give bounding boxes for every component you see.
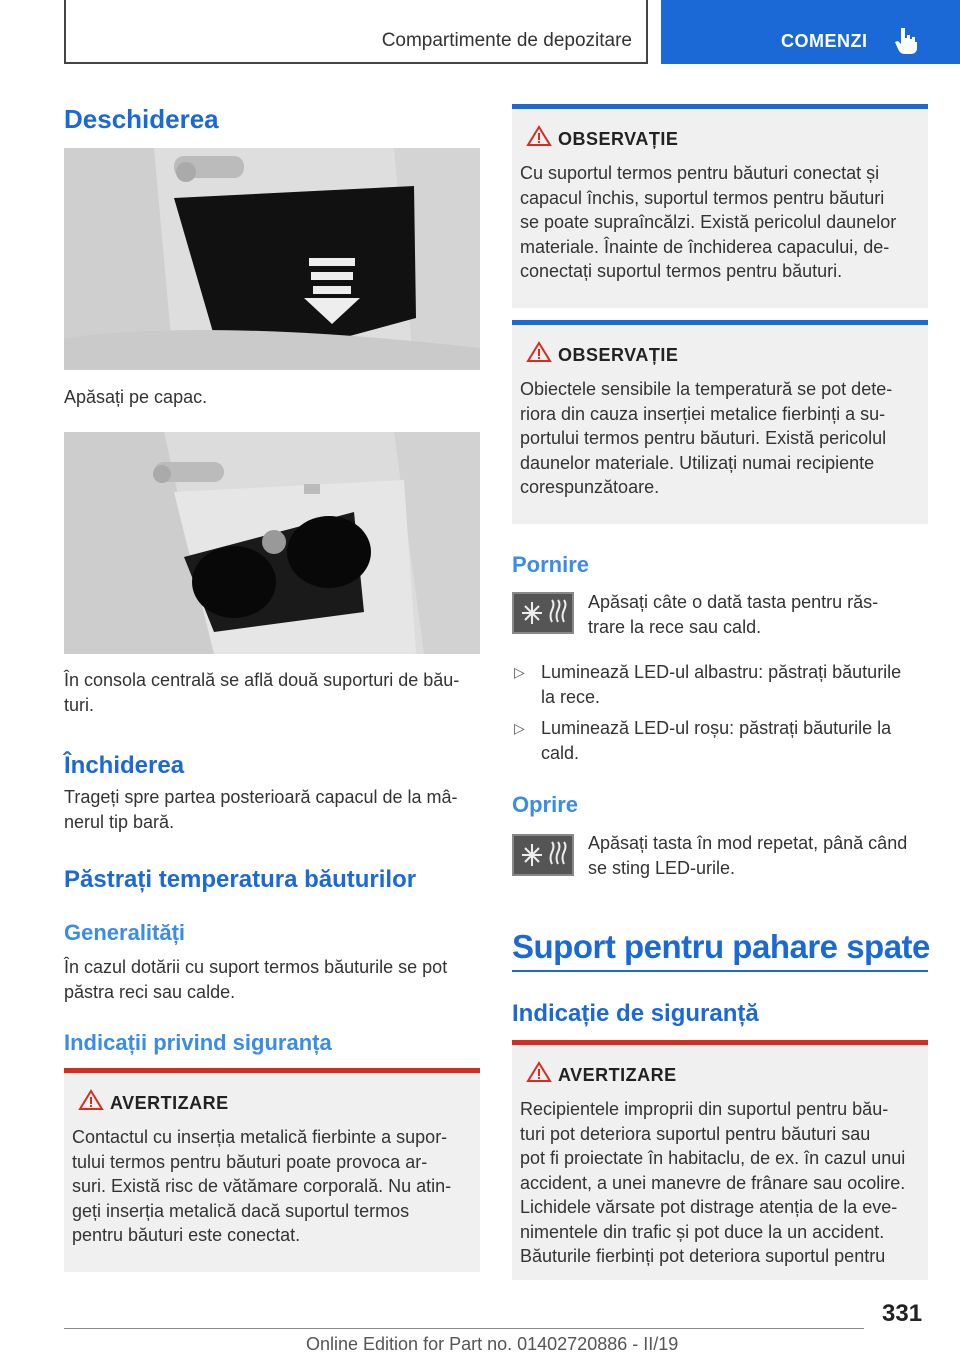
note-body-2 [520,377,922,500]
warning2-line5: Lichidele vărsate pot distrage atenția de la eve- [520,1197,898,1217]
footer-edition: Online Edition for Part no. 01402720886 - II/19 [306,1334,679,1354]
bullet-triangle-icon: ▷ [514,720,525,736]
warning-triangle-icon [526,341,552,363]
note1-line4: materiale. Înainte de închiderea capacului, de- [520,236,890,257]
bullet2-line1: Luminează LED-ul roșu: păstrați băuturile la [541,718,892,738]
cool-heat-button-icon [512,592,574,634]
warning2-line7: Băuturile fierbinți pot deteriora suportul pentru [520,1246,886,1266]
note1-line5: conectați suportul termos pentru băuturi. [520,261,843,281]
note2-line1: Obiectele sensibile la temperatură se pot dete- [520,379,893,399]
text-stop-line1: Apăsați tasta în mod repetat, până când [588,833,908,853]
warning2-line4: accident, a unei manevre de frânare sau ocolire. [520,1172,906,1193]
warning-line3: suri. Există risc de vătămare corporală. Nu atin- [72,1176,452,1196]
note1-line1: Cu suportul termos pentru băuturi conectat și [520,163,880,183]
heading-rear-cupholder: Suport pentru pahare spate [512,928,930,965]
text-start [588,590,878,640]
bullet-triangle-icon: ▷ [514,664,525,680]
heading-safety: Indicații privind siguranța [64,1030,332,1055]
text-stop [588,831,907,881]
note-body-1 [520,161,922,284]
heading-opening: Deschiderea [64,104,219,134]
warning-triangle-icon [526,125,552,147]
bullet1-line1: Luminează LED-ul albastru: păstrați băuturile [541,662,902,682]
note2-line5: corespunzătoare. [520,477,660,497]
cupholders-illustration [64,432,480,654]
heading-keep-temperature: Păstrați temperatura băuturilor [64,866,417,893]
warning-box-hot-insert [64,1068,480,1272]
header-section-title: Compartimente de depozitare [381,30,632,51]
note1-line3: se poate supraîncălzi. Există pericolul daunelor [520,212,897,232]
note-box-sensitive-objects [512,320,928,524]
note-title-2: OBSERVAȚIE [558,345,679,365]
warning-body [72,1125,474,1248]
text-start-line1: Apăsați câte o dată tasta pentru răs- [588,592,879,612]
bullet1-line2: la rece. [541,687,601,707]
heading-closing: Închiderea [64,752,185,779]
caption-console [64,668,459,718]
text-closing-line2: nerul tip bară. [64,812,175,832]
note-box-overheat [512,104,928,308]
text-general-line1: În cazul dotării cu suport termos băuturile se pot [64,957,448,977]
footer-rule [64,1328,864,1329]
note2-line3: portului termos pentru băuturi. Există pericolul [520,428,887,448]
warning-triangle-icon [526,1061,552,1083]
text-start-line2: trare la rece sau cald. [588,617,762,637]
warning-line2: tului termos pentru băuturi poate provoca ar- [72,1151,428,1172]
note-title-1: OBSERVAȚIE [558,129,679,149]
heading-general: Generalități [64,920,186,945]
warning-title: AVERTIZARE [110,1093,229,1113]
warning2-line2: turi pot deteriora suportul pentru băuturi sau [520,1123,871,1144]
text-general [64,955,447,1005]
cool-heat-button-icon [512,834,574,876]
heading-stop: Oprire [512,792,579,817]
warning-line5: pentru băuturi este conectat. [72,1225,301,1245]
caption-console-line2: turi. [64,695,95,715]
warning-title-2: AVERTIZARE [558,1065,677,1085]
heading-rule [512,970,928,972]
warning2-line1: Recipientele improprii din suportul pentru bău- [520,1099,889,1119]
page-number: 331 [882,1300,923,1327]
caption-press-lid: Apăsați pe capac. [64,387,208,407]
note2-line2: riora din cauza inserției metalice fierbinți a su- [520,403,886,424]
bullet2-line2: cald. [541,743,580,763]
warning-triangle-icon [78,1089,104,1111]
warning-box-containers [512,1040,928,1280]
heading-rear-safety: Indicație de siguranță [512,1000,759,1027]
bullet-blue-led [541,660,901,710]
text-closing [64,785,458,835]
warning2-line3: pot fi proiectate în habitaclu, de ex. în cazul unui [520,1148,906,1168]
bullet-red-led [541,716,891,766]
header-section-tab [64,0,648,64]
note2-line4: daunelor materiale. Utilizați numai recipiente [520,452,875,473]
warning-body-2 [520,1097,922,1269]
caption-console-line1: În consola centrală se află două suporturi de bău- [64,670,460,690]
heading-start: Pornire [512,552,590,577]
lid-illustration [64,148,480,370]
header-chapter-title: COMENZI [781,31,868,51]
warning2-line6: nimentele din trafic și pot duce la un accident. [520,1221,885,1242]
hand-pointer-icon [893,26,919,56]
text-general-line2: păstra reci sau calde. [64,982,236,1002]
warning-line1: Contactul cu inserția metalică fierbinte a supor- [72,1127,448,1147]
warning-line4: geți inserția metalică dacă suportul termos [72,1200,410,1221]
note1-line2: capacul închis, suportul termos pentru băuturi [520,187,885,208]
text-closing-line1: Trageți spre partea posterioară capacul de la mâ- [64,787,458,807]
text-stop-line2: se sting LED-urile. [588,858,736,878]
